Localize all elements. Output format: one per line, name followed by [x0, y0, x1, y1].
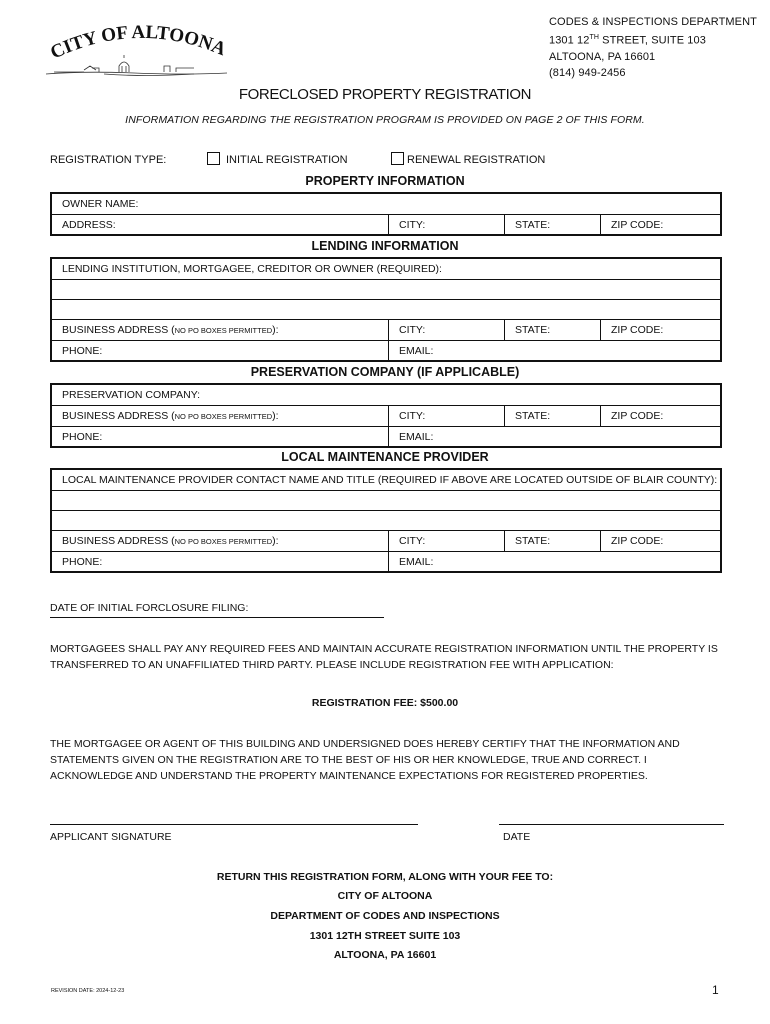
maintenance-email-field[interactable]: EMAIL: [388, 552, 720, 572]
page-number: 1 [712, 983, 719, 997]
property-info-box [50, 192, 722, 236]
date-signature-line[interactable] [499, 824, 724, 825]
preservation-state-field[interactable]: STATE: [504, 406, 600, 426]
lending-info-box [50, 257, 722, 362]
preservation-email-field[interactable]: EMAIL: [388, 427, 720, 447]
lending-institution-field[interactable]: LENDING INSTITUTION, MORTGAGEE, CREDITOR OR OWNER (REQUIRED): [62, 263, 442, 275]
maintenance-state-field[interactable]: STATE: [504, 531, 600, 551]
skyline-icon [46, 55, 227, 76]
department-city: ALTOONA, PA 16601 [549, 50, 656, 63]
lending-state-field[interactable]: STATE: [504, 320, 600, 340]
property-state-field[interactable]: STATE: [504, 215, 600, 235]
registration-type-label: REGISTRATION TYPE: [50, 154, 167, 166]
preservation-company-field[interactable]: PRESERVATION COMPANY: [62, 389, 201, 401]
preservation-section-title: PRESERVATION COMPANY (IF APPLICABLE) [250, 365, 520, 379]
maintenance-phone-field[interactable]: PHONE: [62, 556, 103, 568]
lending-institution-line-3[interactable] [52, 299, 720, 319]
lending-institution-line-2[interactable] [52, 279, 720, 299]
certification-statement: THE MORTGAGEE OR AGENT OF THIS BUILDING AND UNDERSIGNED DOES HEREBY CERTIFY THAT THE INFORMATION AND STATEMENTS GIVEN ON THE REGISTRATION ARE TO THE BEST OF HIS OR HER KNOWLEDGE, TRUE AND CORRECT. I ACKNOWLEDGE AND UNDERSTAND THE PROPERTY MAINTENANCE EXPECTATIONS FOR REGISTERED PROPERTIES. [50, 738, 680, 782]
preservation-zip-field[interactable]: ZIP CODE: [600, 406, 720, 426]
department-phone: (814) 949-2456 [549, 66, 626, 79]
info-note: INFORMATION REGARDING THE REGISTRATION PROGRAM IS PROVIDED ON PAGE 2 OF THIS FORM. [125, 114, 645, 126]
date-signature-label: DATE [503, 831, 531, 843]
preservation-business-address-field[interactable]: BUSINESS ADDRESS (NO PO BOXES PERMITTED): [62, 410, 279, 422]
maintenance-info-box [50, 468, 722, 573]
return-line-2: CITY OF ALTOONA [337, 890, 433, 902]
maintenance-contact-field[interactable]: LOCAL MAINTENANCE PROVIDER CONTACT NAME AND TITLE (REQUIRED IF ABOVE ARE LOCATED OUTSIDE OF BLAIR COUNTY): [62, 474, 718, 486]
preservation-info-box [50, 383, 722, 448]
preservation-city-field[interactable]: CITY: [388, 406, 504, 426]
department-name: CODES & INSPECTIONS DEPARTMENT [549, 16, 757, 28]
maintenance-city-field[interactable]: CITY: [388, 531, 504, 551]
applicant-signature-line[interactable] [50, 824, 418, 825]
city-logo [44, 22, 229, 80]
property-city-field[interactable]: CITY: [388, 215, 504, 235]
lending-business-address-field[interactable]: BUSINESS ADDRESS (NO PO BOXES PERMITTED): [62, 324, 279, 336]
property-section-title: PROPERTY INFORMATION [305, 174, 465, 188]
return-line-4: 1301 12TH STREET SUITE 103 [309, 930, 461, 942]
lending-city-field[interactable]: CITY: [388, 320, 504, 340]
lending-zip-field[interactable]: ZIP CODE: [600, 320, 720, 340]
date-filing-label: DATE OF INITIAL FORCLOSURE FILING: [50, 602, 249, 614]
revision-date: REVISION DATE: 2024-12-23 [51, 988, 125, 994]
owner-name-field[interactable]: OWNER NAME: [62, 198, 139, 210]
property-zip-field[interactable]: ZIP CODE: [600, 215, 720, 235]
form-title: FORECLOSED PROPERTY REGISTRATION [238, 86, 532, 103]
maintenance-contact-line-2[interactable] [52, 490, 720, 510]
mortgagee-statement: MORTGAGEES SHALL PAY ANY REQUIRED FEES AND MAINTAIN ACCURATE REGISTRATION INFORMATION UNTIL THE PROPERTY IS TRANSFERRED TO AN UNAFFILIATED THIRD PARTY. PLEASE INCLUDE REGISTRATION FEE WITH APPLICATION: [50, 643, 718, 671]
return-line-3: DEPARTMENT OF CODES AND INSPECTIONS [270, 910, 500, 922]
date-filing-line[interactable] [50, 617, 384, 618]
return-line-1: RETURN THIS REGISTRATION FORM, ALONG WITH YOUR FEE TO: [216, 871, 554, 883]
preservation-phone-field[interactable]: PHONE: [62, 431, 103, 443]
svg-text:CITY OF ALTOONA: CITY OF ALTOONA [47, 22, 229, 64]
initial-registration-label: INITIAL REGISTRATION [226, 154, 348, 166]
lending-email-field[interactable]: EMAIL: [388, 341, 720, 361]
property-address-field[interactable]: ADDRESS: [62, 219, 116, 231]
registration-fee: REGISTRATION FEE: $500.00 [311, 697, 459, 709]
return-line-5: ALTOONA, PA 16601 [333, 949, 437, 961]
department-street: 1301 12TH STREET, SUITE 103 [549, 34, 706, 47]
maintenance-zip-field[interactable]: ZIP CODE: [600, 531, 720, 551]
lending-section-title: LENDING INFORMATION [311, 239, 459, 253]
maintenance-business-address-field[interactable]: BUSINESS ADDRESS (NO PO BOXES PERMITTED): [62, 535, 279, 547]
renewal-registration-label: RENEWAL REGISTRATION [407, 154, 546, 166]
lending-phone-field[interactable]: PHONE: [62, 345, 103, 357]
applicant-signature-label: APPLICANT SIGNATURE [50, 831, 172, 843]
initial-registration-checkbox[interactable] [207, 152, 220, 165]
department-address-block [549, 14, 757, 81]
renewal-registration-checkbox[interactable] [391, 152, 404, 165]
maintenance-contact-line-3[interactable] [52, 510, 720, 530]
maintenance-section-title: LOCAL MAINTENANCE PROVIDER [281, 450, 489, 464]
